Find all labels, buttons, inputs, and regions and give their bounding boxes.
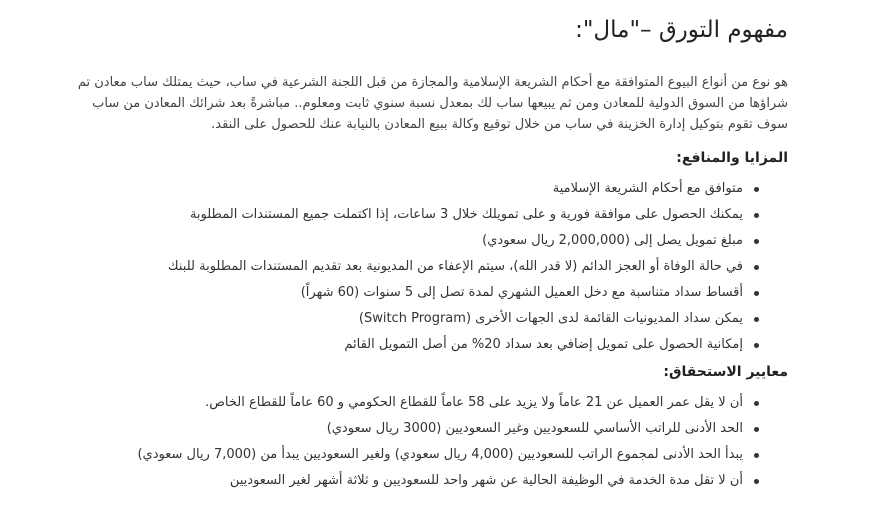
- bullet-icon: [754, 239, 759, 244]
- eligibility-list: [64, 393, 788, 491]
- list-item: [64, 309, 743, 329]
- bullet-icon: [754, 479, 759, 484]
- bullet-icon: [754, 291, 759, 296]
- list-item: [64, 257, 743, 277]
- list-item-text: مبلغ تمويل يصل إلى (2,000,000 ريال سعودي): [482, 233, 743, 248]
- bullet-icon: [754, 213, 759, 218]
- list-item: [64, 445, 743, 465]
- list-item-text: أن لا تقل مدة الخدمة في الوظيفة الحالية عن شهر واحد للسعوديين و ثلاثة أشهر لغير السعوديين: [229, 473, 743, 488]
- benefits-heading: المزايا والمنافع:: [676, 150, 788, 166]
- eligibility-heading: معايير الاستحقاق:: [663, 364, 788, 380]
- list-item: [64, 179, 743, 199]
- list-item-text: الحد الأدنى للراتب الأساسي للسعوديين وغير السعوديين (3000 ريال سعودي): [326, 421, 743, 436]
- intro-paragraph: هو نوع من أنواع البيوع المتوافقة مع أحكام الشريعة الإسلامية والمجازة من قبل اللجنة الشرعية في ساب، حيث يمتلك ساب معادن تم شراؤها من السوق الدولية للمعادن ومن ثم يبيعها ساب لك بمعدل نسبة سنوي ثابت ومعلوم.. مباشرةً بعد شرائك المعادن من ساب سوف تقوم بتوكيل إدارة الخزينة في ساب من خلال توقيع وكالة ببيع المعادن بالنيابة عنك للحصول على النقد.: [77, 75, 788, 132]
- list-item-text: متوافق مع أحكام الشريعة الإسلامية: [552, 181, 743, 196]
- bullet-icon: [754, 343, 759, 348]
- list-item-text: أقساط سداد متناسبة مع دخل العميل الشهري لمدة تصل إلى 5 سنوات (60 شهراً): [300, 285, 743, 300]
- bullet-icon: [754, 187, 759, 192]
- list-item: [64, 231, 743, 251]
- list-item: [64, 393, 743, 413]
- list-item-text: أن لا يقل عمر العميل عن 21 عاماً ولا يزيد على 58 عاماً للقطاع الحكومي و 60 عاماً للقطاع الخاص.: [205, 395, 743, 410]
- list-item-text: يبدأ الحد الأدنى لمجموع الراتب للسعوديين (4,000 ريال سعودي) ولغير السعوديين يبدأ من (7,000 ريال سعودي): [137, 447, 743, 462]
- list-item: [64, 335, 743, 355]
- bullet-icon: [754, 401, 759, 406]
- list-item: [64, 471, 743, 491]
- benefits-list: [64, 179, 788, 355]
- list-item: [64, 419, 743, 439]
- bullet-icon: [754, 453, 759, 458]
- page-title: مفهوم التورق –"مال":: [575, 17, 788, 43]
- list-item: [64, 283, 743, 303]
- list-item-text: إمكانية الحصول على تمويل إضافي بعد سداد 20% من أصل التمويل القائم: [344, 337, 743, 352]
- bullet-icon: [754, 427, 759, 432]
- list-item-text: يمكن سداد المديونيات القائمة لدى الجهات الأخرى (Switch Program): [358, 311, 743, 326]
- bullet-icon: [754, 317, 759, 322]
- list-item: [64, 205, 743, 225]
- list-item-text: يمكنك الحصول على موافقة فورية و على تمويلك خلال 3 ساعات، إذا اكتملت جميع المستندات المطلوبة: [189, 207, 743, 222]
- bullet-icon: [754, 265, 759, 270]
- page: [0, 14, 874, 525]
- list-item-text: في حالة الوفاة أو العجز الدائم (لا قدر الله)، سيتم الإعفاء من المديونية بعد تقديم المستندات المطلوبة للبنك: [167, 259, 743, 274]
